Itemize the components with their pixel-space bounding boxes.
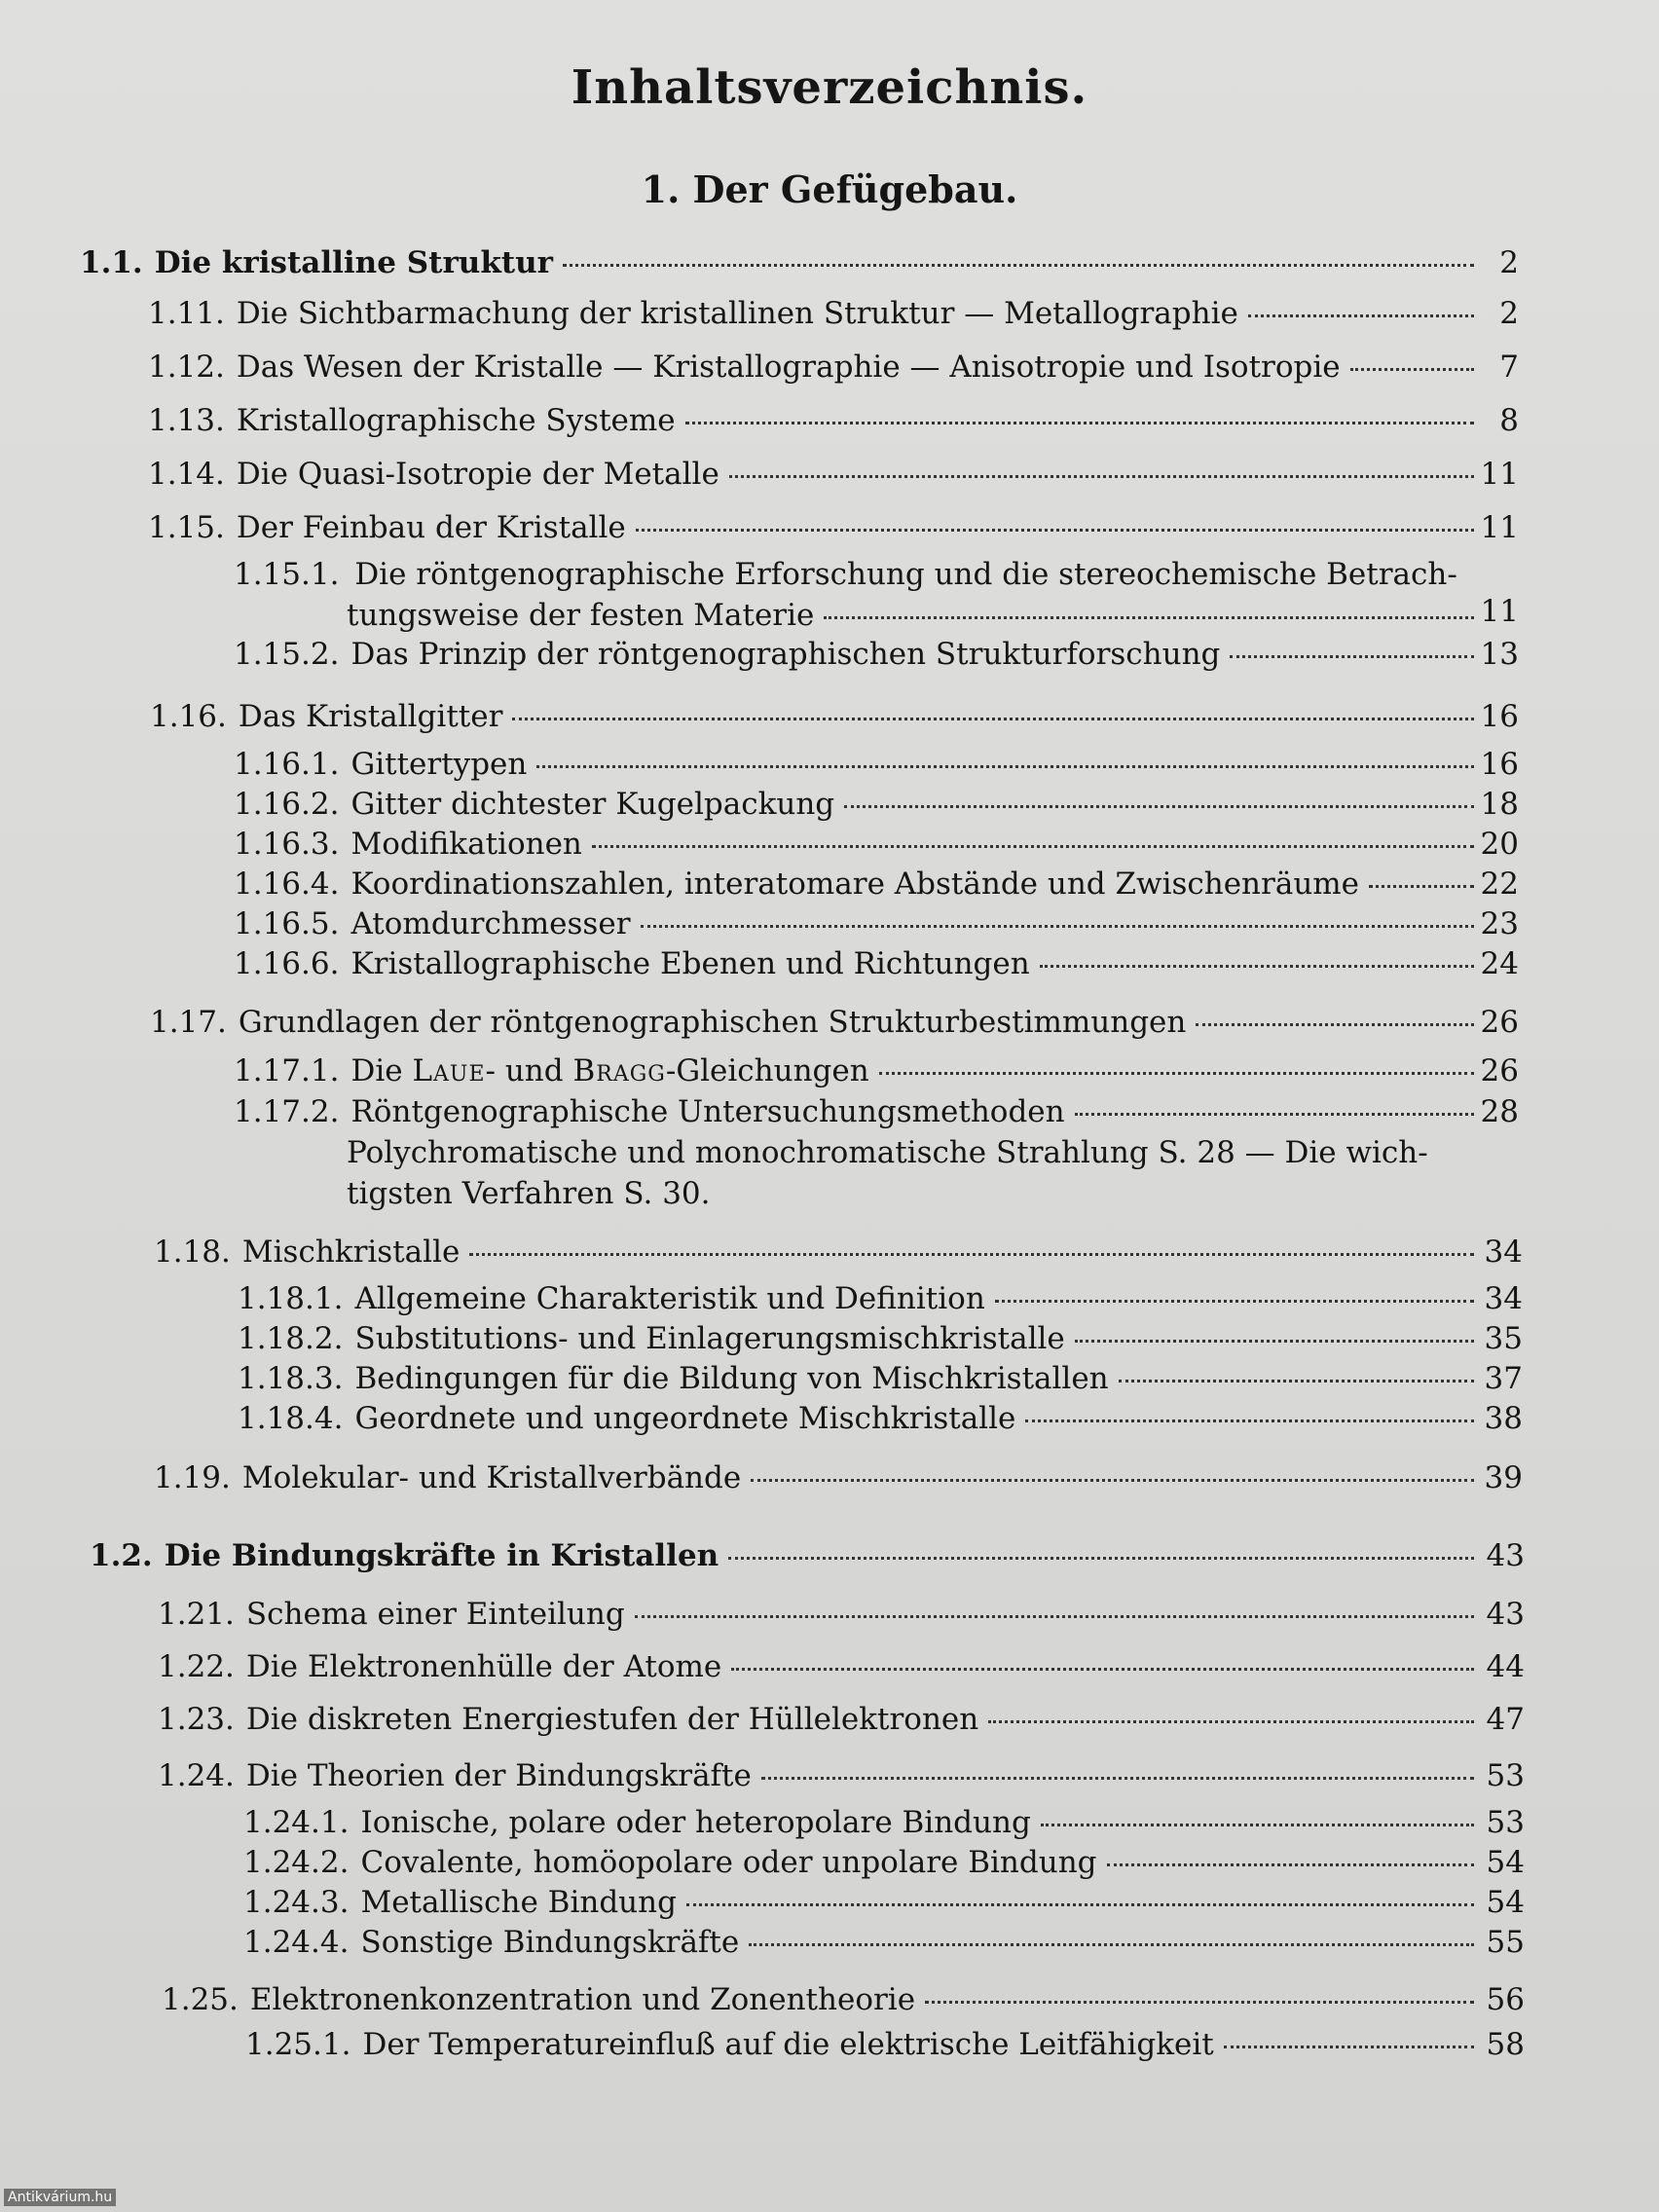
toc-number: 1.15.2. — [234, 637, 340, 672]
toc-entry-1-25-1 — [0, 2027, 1659, 2070]
toc-number: 1.24. — [158, 1758, 235, 1793]
toc-number: 1.17. — [150, 1005, 227, 1040]
toc-title: Das Prinzip der röntgenographischen Strukturforschung — [350, 637, 1221, 672]
toc-title-continuation: tungsweise der festen Materie — [347, 598, 815, 633]
leader-dots — [879, 1072, 1474, 1075]
toc-title: Ionische, polare oder heteropolare Bindung — [360, 1805, 1031, 1840]
toc-title: Geordnete und ungeordnete Mischkristalle — [354, 1401, 1016, 1436]
toc-title: Substitutions- und Einlagerungsmischkristalle — [354, 1321, 1065, 1356]
toc-entry-1-15 — [0, 510, 1659, 553]
toc-page-number: 16 — [1480, 699, 1519, 734]
toc-title: Der Temperatureinfluß auf die elektrische Leitfähigkeit — [362, 2027, 1214, 2062]
toc-number: 1.1. — [80, 245, 143, 280]
toc-page-number: 2 — [1499, 296, 1519, 331]
toc-entry-1-18-1 — [0, 1281, 1659, 1324]
toc-number: 1.2. — [90, 1538, 153, 1573]
leader-dots — [512, 718, 1474, 720]
toc-page-number: 26 — [1480, 1053, 1519, 1088]
toc-title: Die Theorien der Bindungskräfte — [245, 1758, 752, 1793]
toc-page-number: 26 — [1480, 1005, 1519, 1040]
toc-title: Modifikationen — [350, 827, 582, 862]
leader-dots — [728, 1557, 1474, 1560]
toc-page-number: 39 — [1484, 1460, 1523, 1495]
toc-entry-1-16-3 — [0, 827, 1659, 869]
leader-dots — [731, 1668, 1474, 1671]
toc-page-number: 58 — [1486, 2027, 1525, 2062]
toc-number: 1.14. — [148, 457, 225, 492]
toc-page-number: 38 — [1484, 1401, 1523, 1436]
toc-title: Die röntgenographische Erforschung und die stereochemische Betrach- — [354, 557, 1457, 592]
toc-page-number: 43 — [1486, 1597, 1525, 1632]
leader-dots — [751, 1479, 1474, 1482]
toc-number: 1.24.4. — [243, 1925, 350, 1960]
toc-number: 1.17.2. — [234, 1094, 340, 1129]
toc-page-number: 34 — [1484, 1281, 1523, 1316]
toc-number: 1.16.2. — [234, 787, 340, 822]
toc-title: Kristallographische Systeme — [236, 403, 676, 438]
toc-page-number: 23 — [1480, 906, 1519, 941]
toc-page-number: 11 — [1480, 457, 1519, 492]
toc-title: Die diskreten Energiestufen der Hüllelektronen — [245, 1702, 979, 1737]
toc-title: Allgemeine Charakteristik und Definition — [354, 1281, 985, 1316]
toc-number: 1.15.1. — [234, 557, 340, 592]
toc-number: 1.18. — [154, 1235, 231, 1270]
leader-dots — [1041, 1824, 1474, 1826]
toc-number: 1.24.3. — [243, 1885, 350, 1920]
toc-title: Gittertypen — [350, 747, 528, 782]
toc-entry-1-14 — [0, 457, 1659, 499]
toc-page-number: 7 — [1499, 350, 1519, 385]
toc-entry-1-16 — [0, 699, 1659, 742]
toc-number: 1.18.4. — [238, 1401, 344, 1436]
toc-entry-1-24-3 — [0, 1885, 1659, 1928]
toc-title: Die Elektronenhülle der Atome — [245, 1649, 722, 1684]
chapter-heading: 1. Der Gefügebau. — [641, 167, 1018, 211]
toc-page-number: 28 — [1480, 1094, 1519, 1129]
toc-entry-1-12 — [0, 350, 1659, 392]
toc-page-number: 43 — [1486, 1538, 1525, 1573]
toc-entry-1-16-4 — [0, 866, 1659, 909]
toc-title-line1 — [234, 557, 1457, 592]
toc-entry-1-11 — [0, 296, 1659, 339]
toc-entry-1-15-2 — [0, 637, 1659, 680]
toc-title: Koordinationszahlen, interatomare Abstände und Zwischenräume — [350, 866, 1360, 902]
toc-page-number: 53 — [1486, 1805, 1525, 1840]
leader-dots — [1248, 314, 1474, 317]
page-title: Inhaltsverzeichnis. — [571, 60, 1088, 115]
toc-number: 1.25.1. — [245, 2027, 351, 2062]
toc-page-number: 8 — [1499, 403, 1519, 438]
toc-number: 1.16.5. — [234, 906, 340, 941]
leader-dots — [592, 845, 1474, 848]
toc-entry-1-15-1 — [0, 557, 1659, 645]
leader-dots — [635, 1615, 1474, 1618]
toc-title: Molekular- und Kristallverbände — [241, 1460, 742, 1495]
leader-dots — [686, 1903, 1474, 1906]
toc-title: Gitter dichtester Kugelpackung — [350, 787, 835, 822]
toc-title: Die Bindungskräfte in Kristallen — [164, 1538, 719, 1573]
toc-entry-1-24-2 — [0, 1845, 1659, 1888]
toc-entry-1-19 — [0, 1460, 1659, 1503]
leader-dots — [469, 1253, 1474, 1256]
toc-number: 1.16. — [150, 699, 227, 734]
toc-entry-1-24-1 — [0, 1805, 1659, 1848]
toc-page-number: 2 — [1499, 245, 1519, 280]
toc-section-1-2 — [0, 1538, 1659, 1581]
leader-dots — [844, 805, 1474, 808]
toc-title: Die Quasi-Isotropie der Metalle — [236, 457, 719, 492]
toc-page-number: 34 — [1484, 1235, 1523, 1270]
toc-title: Schema einer Einteilung — [245, 1597, 625, 1632]
toc-title: Das Wesen der Kristalle — Kristallographie — Anisotropie und Isotropie — [236, 350, 1341, 385]
toc-subtopics-line1: Polychromatische und monochromatische Strahlung S. 28 — Die wich- — [347, 1135, 1428, 1170]
watermark: Antikvárium.hu — [4, 2189, 116, 2206]
toc-title: Bedingungen für die Bildung von Mischkristallen — [354, 1361, 1109, 1396]
toc-page-number: 24 — [1480, 946, 1519, 981]
toc-entry-1-18-2 — [0, 1321, 1659, 1364]
toc-subtopics-line2: tigsten Verfahren S. 30. — [347, 1176, 711, 1211]
toc-page-number: 44 — [1486, 1649, 1525, 1684]
toc-number: 1.16.4. — [234, 866, 340, 902]
toc-entry-1-25 — [0, 1982, 1659, 2025]
leader-dots — [641, 925, 1474, 928]
toc-number: 1.16.6. — [234, 946, 340, 981]
toc-title: Mischkristalle — [241, 1235, 461, 1270]
leader-dots — [563, 264, 1474, 267]
toc-entry-1-24 — [0, 1758, 1659, 1801]
toc-page-number: 56 — [1486, 1982, 1525, 2017]
toc-number: 1.18.3. — [238, 1361, 344, 1396]
leader-dots — [824, 616, 1474, 619]
toc-entry-1-13 — [0, 403, 1659, 446]
leader-dots — [925, 2001, 1474, 2004]
leader-dots — [995, 1300, 1474, 1303]
toc-number: 1.15. — [148, 510, 225, 545]
leader-dots — [1025, 1419, 1474, 1422]
toc-page-number: 16 — [1480, 747, 1519, 782]
leader-dots — [1040, 965, 1474, 968]
leader-dots — [729, 475, 1474, 478]
toc-page-number: 54 — [1486, 1845, 1525, 1880]
toc-number: 1.22. — [158, 1649, 235, 1684]
toc-page-number: 55 — [1486, 1925, 1525, 1960]
toc-page-number: 47 — [1486, 1702, 1525, 1737]
toc-title: Das Kristallgitter — [238, 699, 503, 734]
toc-title: Elektronenkonzentration und Zonentheorie — [249, 1982, 916, 2017]
toc-number: 1.23. — [158, 1702, 235, 1737]
toc-entry-1-18-4 — [0, 1401, 1659, 1444]
leader-dots — [536, 765, 1474, 768]
leader-dots — [1075, 1340, 1474, 1343]
leader-dots — [1196, 1023, 1474, 1026]
toc-number: 1.16.1. — [234, 747, 340, 782]
toc-entry-1-18-3 — [0, 1361, 1659, 1404]
toc-title: Kristallographische Ebenen und Richtungen — [350, 946, 1030, 981]
toc-title: Der Feinbau der Kristalle — [236, 510, 626, 545]
leader-dots — [1224, 2046, 1474, 2048]
toc-page-number: 53 — [1486, 1758, 1525, 1793]
toc-entry-1-16-6 — [0, 946, 1659, 989]
toc-page-number: 11 — [1480, 510, 1519, 545]
toc-entry-1-23 — [0, 1702, 1659, 1745]
leader-dots — [761, 1777, 1474, 1780]
toc-section-1-1 — [0, 245, 1659, 288]
toc-entry-1-18 — [0, 1235, 1659, 1277]
toc-entry-1-16-2 — [0, 787, 1659, 830]
leader-dots — [1230, 655, 1474, 658]
leader-dots — [988, 1720, 1474, 1723]
toc-number: 1.12. — [148, 350, 225, 385]
toc-title: Sonstige Bindungskräfte — [360, 1925, 740, 1960]
toc-title: Grundlagen der röntgenographischen Strukturbestimmungen — [238, 1005, 1187, 1040]
toc-number: 1.18.2. — [238, 1321, 344, 1356]
toc-title: Röntgenographische Untersuchungsmethoden — [350, 1094, 1065, 1129]
toc-number: 1.24.2. — [243, 1845, 350, 1880]
toc-page-number: 35 — [1484, 1321, 1523, 1356]
toc-entry-1-17-1 — [0, 1053, 1659, 1096]
toc-number: 1.18.1. — [238, 1281, 344, 1316]
toc-number: 1.11. — [148, 296, 225, 331]
leader-dots — [1075, 1113, 1474, 1116]
toc-number: 1.17.1. — [234, 1053, 340, 1088]
toc-number: 1.25. — [162, 1982, 239, 2017]
toc-entry-1-16-1 — [0, 747, 1659, 790]
toc-page-number: 37 — [1484, 1361, 1523, 1396]
toc-title: Die kristalline Struktur — [154, 245, 553, 280]
toc-number: 1.16.3. — [234, 827, 340, 862]
toc-number: 1.13. — [148, 403, 225, 438]
toc-page-number: 18 — [1480, 787, 1519, 822]
toc-entry-1-17-2 — [0, 1094, 1659, 1221]
toc-page-number: 22 — [1480, 866, 1519, 902]
toc-page-number: 20 — [1480, 827, 1519, 862]
toc-number: 1.24.1. — [243, 1805, 350, 1840]
toc-number: 1.21. — [158, 1597, 235, 1632]
leader-dots — [636, 529, 1474, 532]
leader-dots — [685, 422, 1474, 424]
toc-entry-1-16-5 — [0, 906, 1659, 949]
leader-dots — [1119, 1380, 1474, 1382]
toc-title: Covalente, homöopolare oder unpolare Bindung — [360, 1845, 1097, 1880]
leader-dots — [749, 1943, 1474, 1946]
toc-entry-1-22 — [0, 1649, 1659, 1692]
toc-page-number: 54 — [1486, 1885, 1525, 1920]
toc-title: Die Laue- und Bragg-Gleichungen — [350, 1053, 869, 1088]
toc-number: 1.19. — [154, 1460, 231, 1495]
toc-title: Atomdurchmesser — [350, 906, 631, 941]
toc-entry-1-17 — [0, 1005, 1659, 1048]
toc-title: Metallische Bindung — [360, 1885, 677, 1920]
toc-entry-1-24-4 — [0, 1925, 1659, 1968]
toc-page-number: 13 — [1480, 637, 1519, 672]
toc-page-number: 11 — [1480, 594, 1519, 629]
toc-title: Die Sichtbarmachung der kristallinen Struktur — Metallographie — [236, 296, 1238, 331]
toc-entry-1-21 — [0, 1597, 1659, 1640]
leader-dots — [1107, 1863, 1474, 1866]
